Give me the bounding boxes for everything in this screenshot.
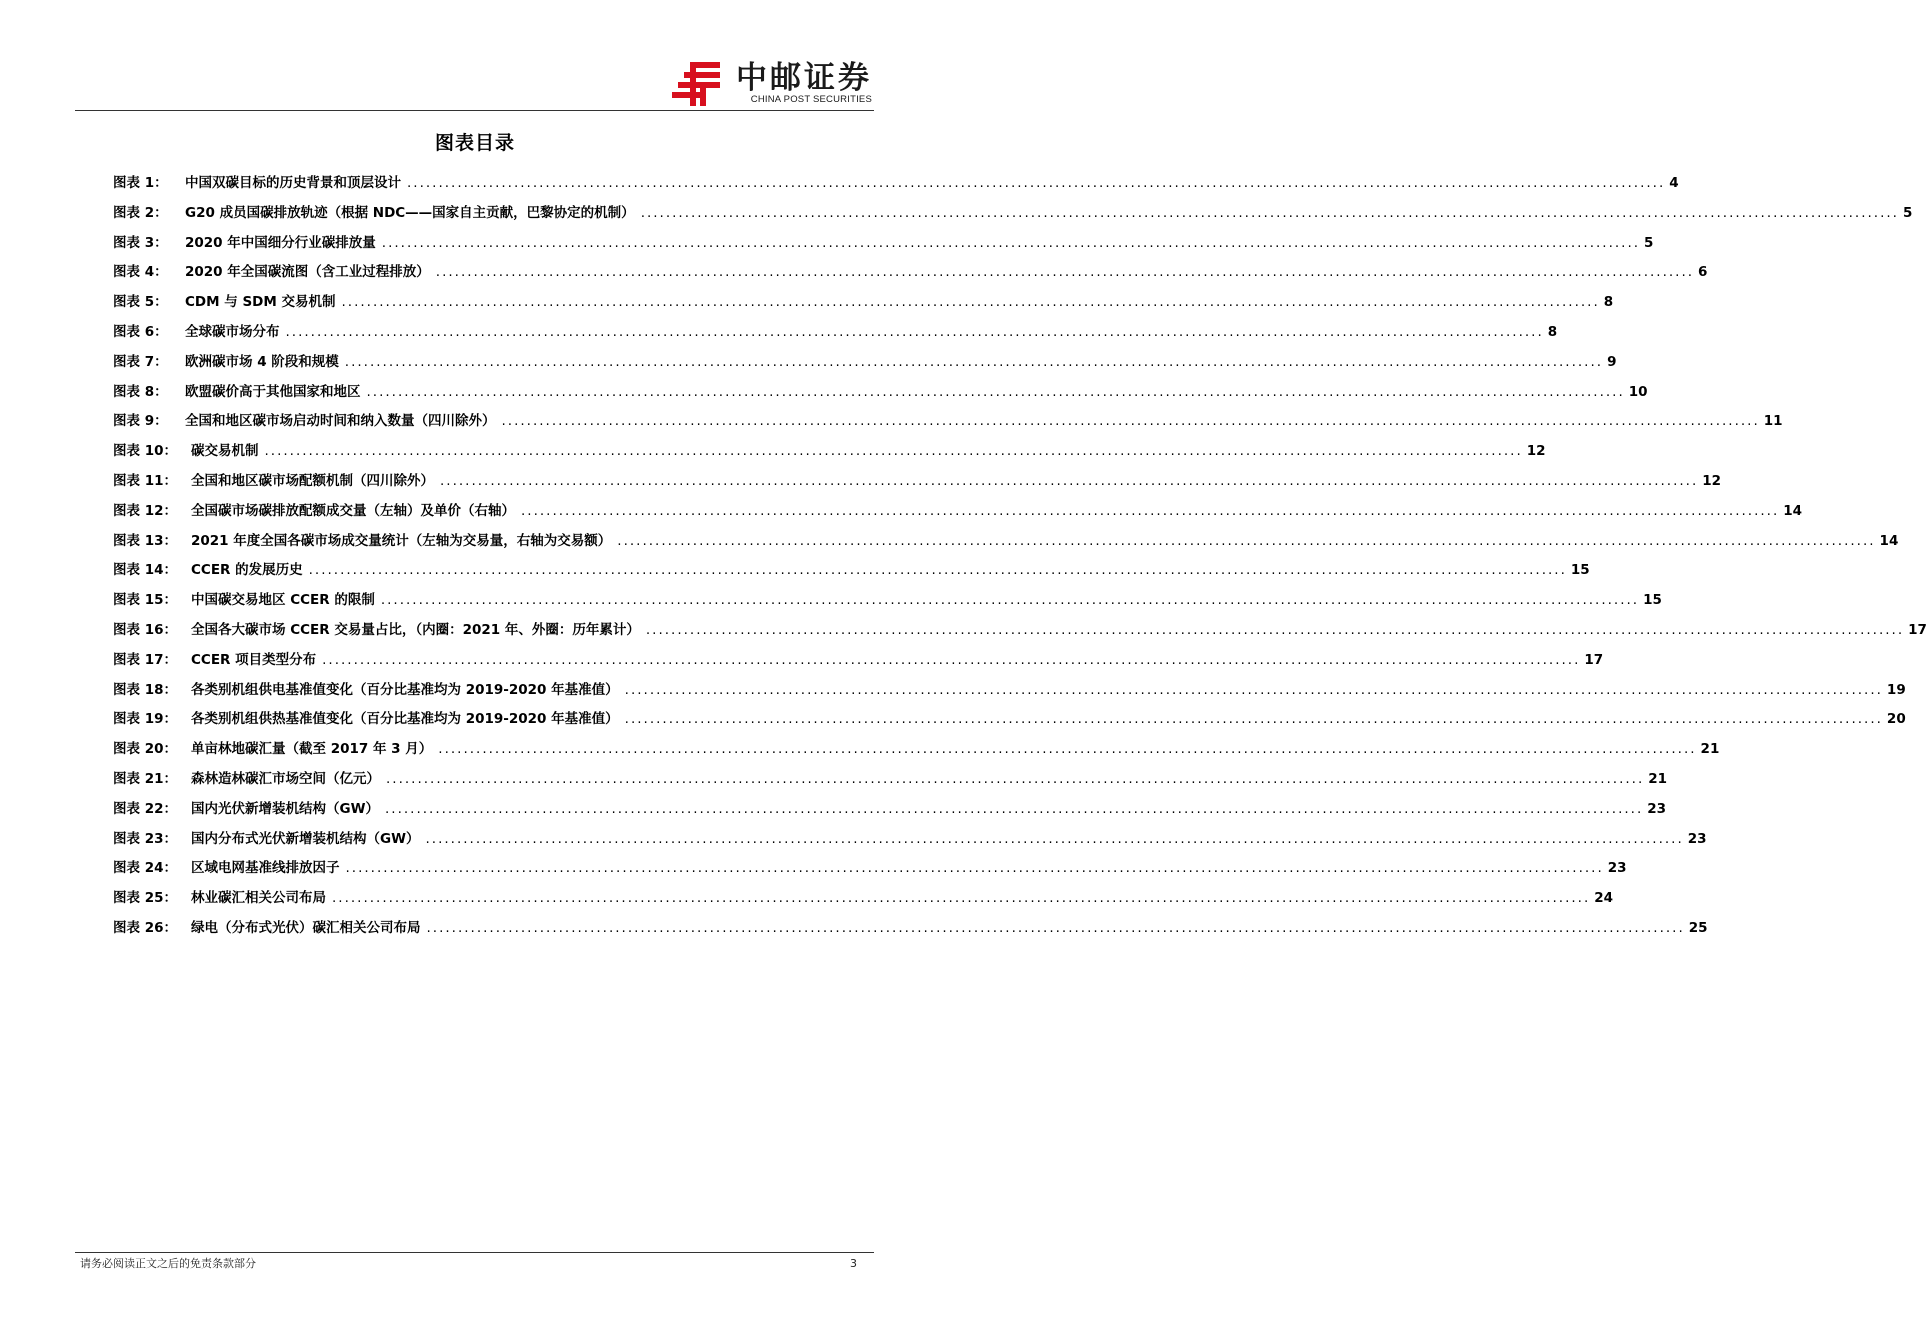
toc-entry-label: 图表 6：	[113, 323, 168, 340]
toc-leader-dots: ........................................................................................................................................................................................................	[645, 621, 1905, 638]
toc-entry[interactable]	[113, 351, 1617, 381]
toc-entry-title: 全国和地区碳市场启动时间和纳入数量（四川除外）	[185, 413, 496, 430]
toc-entry-page: 8	[1603, 294, 1614, 311]
toc-entry-title: 欧盟碳价高于其他国家和地区	[185, 383, 361, 400]
toc-leader-dots: ........................................................................................................................................................................................................	[617, 532, 1876, 549]
toc-entry[interactable]	[113, 470, 1722, 500]
toc-entry-page: 4	[1669, 175, 1679, 191]
toc-entry-page: 10	[1628, 383, 1648, 400]
toc-entry-title: 林业碳汇相关公司布局	[191, 890, 326, 907]
toc-entry-label: 图表 2：	[113, 204, 168, 221]
toc-entry[interactable]	[113, 798, 1667, 828]
toc-entry-page: 12	[1702, 472, 1722, 489]
toc-entry-page: 17	[1584, 651, 1604, 668]
toc-leader-dots: ........................................................................................................................................................................................................	[384, 800, 1644, 817]
toc-entry[interactable]	[113, 708, 1906, 738]
toc-entry-page: 12	[1526, 443, 1546, 460]
toc-entry-page: 20	[1886, 711, 1906, 728]
toc-leader-dots: ........................................................................................................................................................................................................	[308, 562, 1567, 579]
toc-entry[interactable]	[113, 410, 1783, 440]
toc-entry[interactable]	[113, 679, 1906, 709]
toc-entry-page: 8	[1547, 323, 1558, 340]
toc-entry-title: 2020 年全国碳流图（含工业过程排放）	[185, 264, 430, 281]
toc-leader-dots: ........................................................................................................................................................................................................	[264, 443, 1523, 460]
toc-entry-label: 图表 23：	[113, 830, 177, 847]
toc-entry[interactable]	[113, 917, 1708, 947]
toc-entry-title: 国内光伏新增装机结构（GW）	[191, 800, 379, 817]
toc-entry-label: 图表 3：	[113, 234, 168, 251]
footer-disclaimer: 请务必阅读正文之后的免责条款部分	[80, 1257, 256, 1270]
toc-entry-label: 图表 5：	[113, 294, 168, 311]
page-header	[75, 40, 874, 110]
toc-leader-dots: ........................................................................................................................................................................................................	[426, 919, 1685, 936]
toc-entry-page: 23	[1607, 860, 1627, 877]
toc-entry-page: 19	[1886, 681, 1906, 698]
toc-entry-label: 图表 13：	[113, 532, 177, 549]
toc-entry[interactable]	[113, 440, 1546, 470]
toc-entry[interactable]	[113, 828, 1707, 858]
toc-entry[interactable]	[113, 649, 1604, 679]
toc-entry[interactable]	[113, 172, 1679, 202]
toc-entry[interactable]	[113, 232, 1654, 262]
toc-entry-label: 图表 25：	[113, 890, 177, 907]
toc-entry-page: 15	[1570, 562, 1590, 579]
china-post-logo-icon	[670, 60, 722, 108]
toc-entry[interactable]	[113, 381, 1648, 411]
toc-entry-title: 全国碳市场碳排放配额成交量（左轴）及单价（右轴）	[191, 502, 515, 519]
toc-entry-page: 11	[1763, 413, 1783, 430]
toc-entry-label: 图表 14：	[113, 562, 177, 579]
toc-leader-dots: ........................................................................................................................................................................................................	[521, 502, 1780, 519]
toc-entry-label: 图表 4：	[113, 264, 168, 281]
toc-entry-label: 图表 24：	[113, 860, 177, 877]
toc-leader-dots: ........................................................................................................................................................................................................	[341, 294, 1600, 311]
toc-entry-title: 单亩林地碳汇量（截至 2017 年 3 月）	[191, 741, 433, 758]
toc-entry-page: 6	[1698, 264, 1708, 281]
toc-entry[interactable]	[113, 887, 1614, 917]
toc-entry-title: 各类别机组供热基准值变化（百分比基准均为 2019-2020 年基准值）	[191, 711, 619, 728]
toc-entry-title: 2021 年度全国各碳市场成交量统计（左轴为交易量，右轴为交易额）	[191, 532, 612, 549]
toc-leader-dots: ........................................................................................................................................................................................................	[344, 353, 1604, 370]
toc-entry-page: 15	[1643, 592, 1662, 609]
toc-entry-label: 图表 11：	[113, 472, 177, 489]
toc-entry-title: 欧洲碳市场 4 阶段和规模	[185, 353, 339, 370]
toc-leader-dots: ........................................................................................................................................................................................................	[440, 472, 1699, 489]
footer-divider	[75, 1252, 874, 1253]
toc-entry-page: 23	[1647, 800, 1667, 817]
brand-name-en: CHINA POST SECURITIES	[750, 94, 872, 105]
toc-entry-title: 全球碳市场分布	[185, 323, 280, 340]
toc-entry[interactable]	[113, 619, 1927, 649]
brand-name-cn: 中邮证券	[736, 60, 872, 96]
toc-leader-dots: ........................................................................................................................................................................................................	[322, 651, 1581, 668]
toc-entry-label: 图表 16：	[113, 621, 177, 638]
toc-entry-page: 5	[1902, 204, 1913, 221]
toc-entry-title: 森林造林碳汇市场空间（亿元）	[191, 770, 380, 787]
toc-entry[interactable]	[113, 500, 1803, 530]
figure-toc-list	[113, 172, 1927, 947]
toc-leader-dots: ........................................................................................................................................................................................................	[380, 592, 1640, 609]
toc-entry-page: 14	[1879, 532, 1899, 549]
toc-entry-title: 2020 年中国细分行业碳排放量	[185, 234, 376, 251]
toc-entry[interactable]	[113, 530, 1899, 560]
toc-entry-title: 全国各大碳市场 CCER 交易量占比，（内圈：2021 年、外圈：历年累计）	[191, 621, 640, 638]
toc-entry-page: 21	[1648, 770, 1668, 787]
toc-leader-dots: ........................................................................................................................................................................................................	[407, 175, 1666, 191]
toc-leader-dots: ........................................................................................................................................................................................................	[624, 711, 1883, 728]
toc-leader-dots: ........................................................................................................................................................................................................	[425, 830, 1684, 847]
toc-entry[interactable]	[113, 857, 1627, 887]
toc-entry-label: 图表 1：	[113, 175, 168, 191]
toc-entry-label: 图表 9：	[113, 413, 168, 430]
toc-entry[interactable]	[113, 768, 1668, 798]
toc-entry-page: 25	[1688, 919, 1708, 936]
toc-leader-dots: ........................................................................................................................................................................................................	[366, 383, 1625, 400]
toc-leader-dots: ........................................................................................................................................................................................................	[435, 264, 1695, 281]
toc-entry-label: 图表 18：	[113, 681, 177, 698]
toc-entry-title: 国内分布式光伏新增装机结构（GW）	[191, 830, 420, 847]
toc-entry-page: 21	[1700, 741, 1720, 758]
toc-entry[interactable]	[113, 261, 1708, 291]
toc-entry-label: 图表 26：	[113, 919, 177, 936]
page-number: 3	[850, 1257, 857, 1270]
toc-leader-dots: ........................................................................................................................................................................................................	[386, 770, 1645, 787]
toc-entry-page: 23	[1687, 830, 1707, 847]
toc-leader-dots: ........................................................................................................................................................................................................	[285, 323, 1544, 340]
header-divider	[75, 110, 874, 111]
toc-entry-page: 17	[1908, 621, 1927, 638]
toc-entry-label: 图表 8：	[113, 383, 168, 400]
toc-entry[interactable]	[113, 589, 1662, 619]
toc-entry-label: 图表 19：	[113, 711, 177, 728]
toc-entry-title: G20 成员国碳排放轨迹（根据 NDC——国家自主贡献，巴黎协定的机制）	[185, 204, 635, 221]
toc-entry-title: 绿电（分布式光伏）碳汇相关公司布局	[191, 919, 421, 936]
toc-entry-title: CCER 项目类型分布	[191, 651, 317, 668]
toc-entry-title: 区域电网基准线排放因子	[191, 860, 340, 877]
toc-leader-dots: ........................................................................................................................................................................................................	[624, 681, 1883, 698]
toc-leader-dots: ........................................................................................................................................................................................................	[345, 860, 1604, 877]
toc-leader-dots: ........................................................................................................................................................................................................	[381, 234, 1641, 251]
toc-entry-label: 图表 22：	[113, 800, 177, 817]
toc-entry[interactable]	[113, 202, 1913, 232]
toc-entry-title: 中国碳交易地区 CCER 的限制	[191, 592, 375, 609]
toc-leader-dots: ........................................................................................................................................................................................................	[332, 890, 1591, 907]
toc-entry[interactable]	[113, 291, 1614, 321]
toc-entry-title: 中国双碳目标的历史背景和顶层设计	[185, 175, 401, 191]
toc-entry-label: 图表 10：	[113, 443, 177, 460]
toc-entry-title: CCER 的发展历史	[191, 562, 303, 579]
toc-entry-title: 全国和地区碳市场配额机制（四川除外）	[191, 472, 434, 489]
toc-entry-title: 各类别机组供电基准值变化（百分比基准均为 2019-2020 年基准值）	[191, 681, 619, 698]
toc-entry-page: 9	[1607, 353, 1617, 370]
page-title: 图表目录	[434, 132, 515, 154]
toc-entry-page: 5	[1644, 234, 1654, 251]
toc-entry[interactable]	[113, 738, 1720, 768]
toc-leader-dots: ........................................................................................................................................................................................................	[438, 741, 1697, 758]
toc-entry-label: 图表 12：	[113, 502, 177, 519]
toc-entry[interactable]	[113, 321, 1558, 351]
toc-entry-label: 图表 21：	[113, 770, 177, 787]
toc-entry-label: 图表 17：	[113, 651, 177, 668]
toc-entry-label: 图表 7：	[113, 353, 168, 370]
toc-entry[interactable]	[113, 559, 1590, 589]
toc-leader-dots: ........................................................................................................................................................................................................	[501, 413, 1760, 430]
toc-leader-dots: ........................................................................................................................................................................................................	[640, 204, 1899, 221]
toc-entry-page: 24	[1594, 890, 1614, 907]
toc-entry-label: 图表 15：	[113, 592, 177, 609]
toc-entry-label: 图表 20：	[113, 741, 177, 758]
toc-entry-title: 碳交易机制	[191, 443, 259, 460]
toc-entry-title: CDM 与 SDM 交易机制	[185, 294, 336, 311]
toc-entry-page: 14	[1783, 502, 1803, 519]
